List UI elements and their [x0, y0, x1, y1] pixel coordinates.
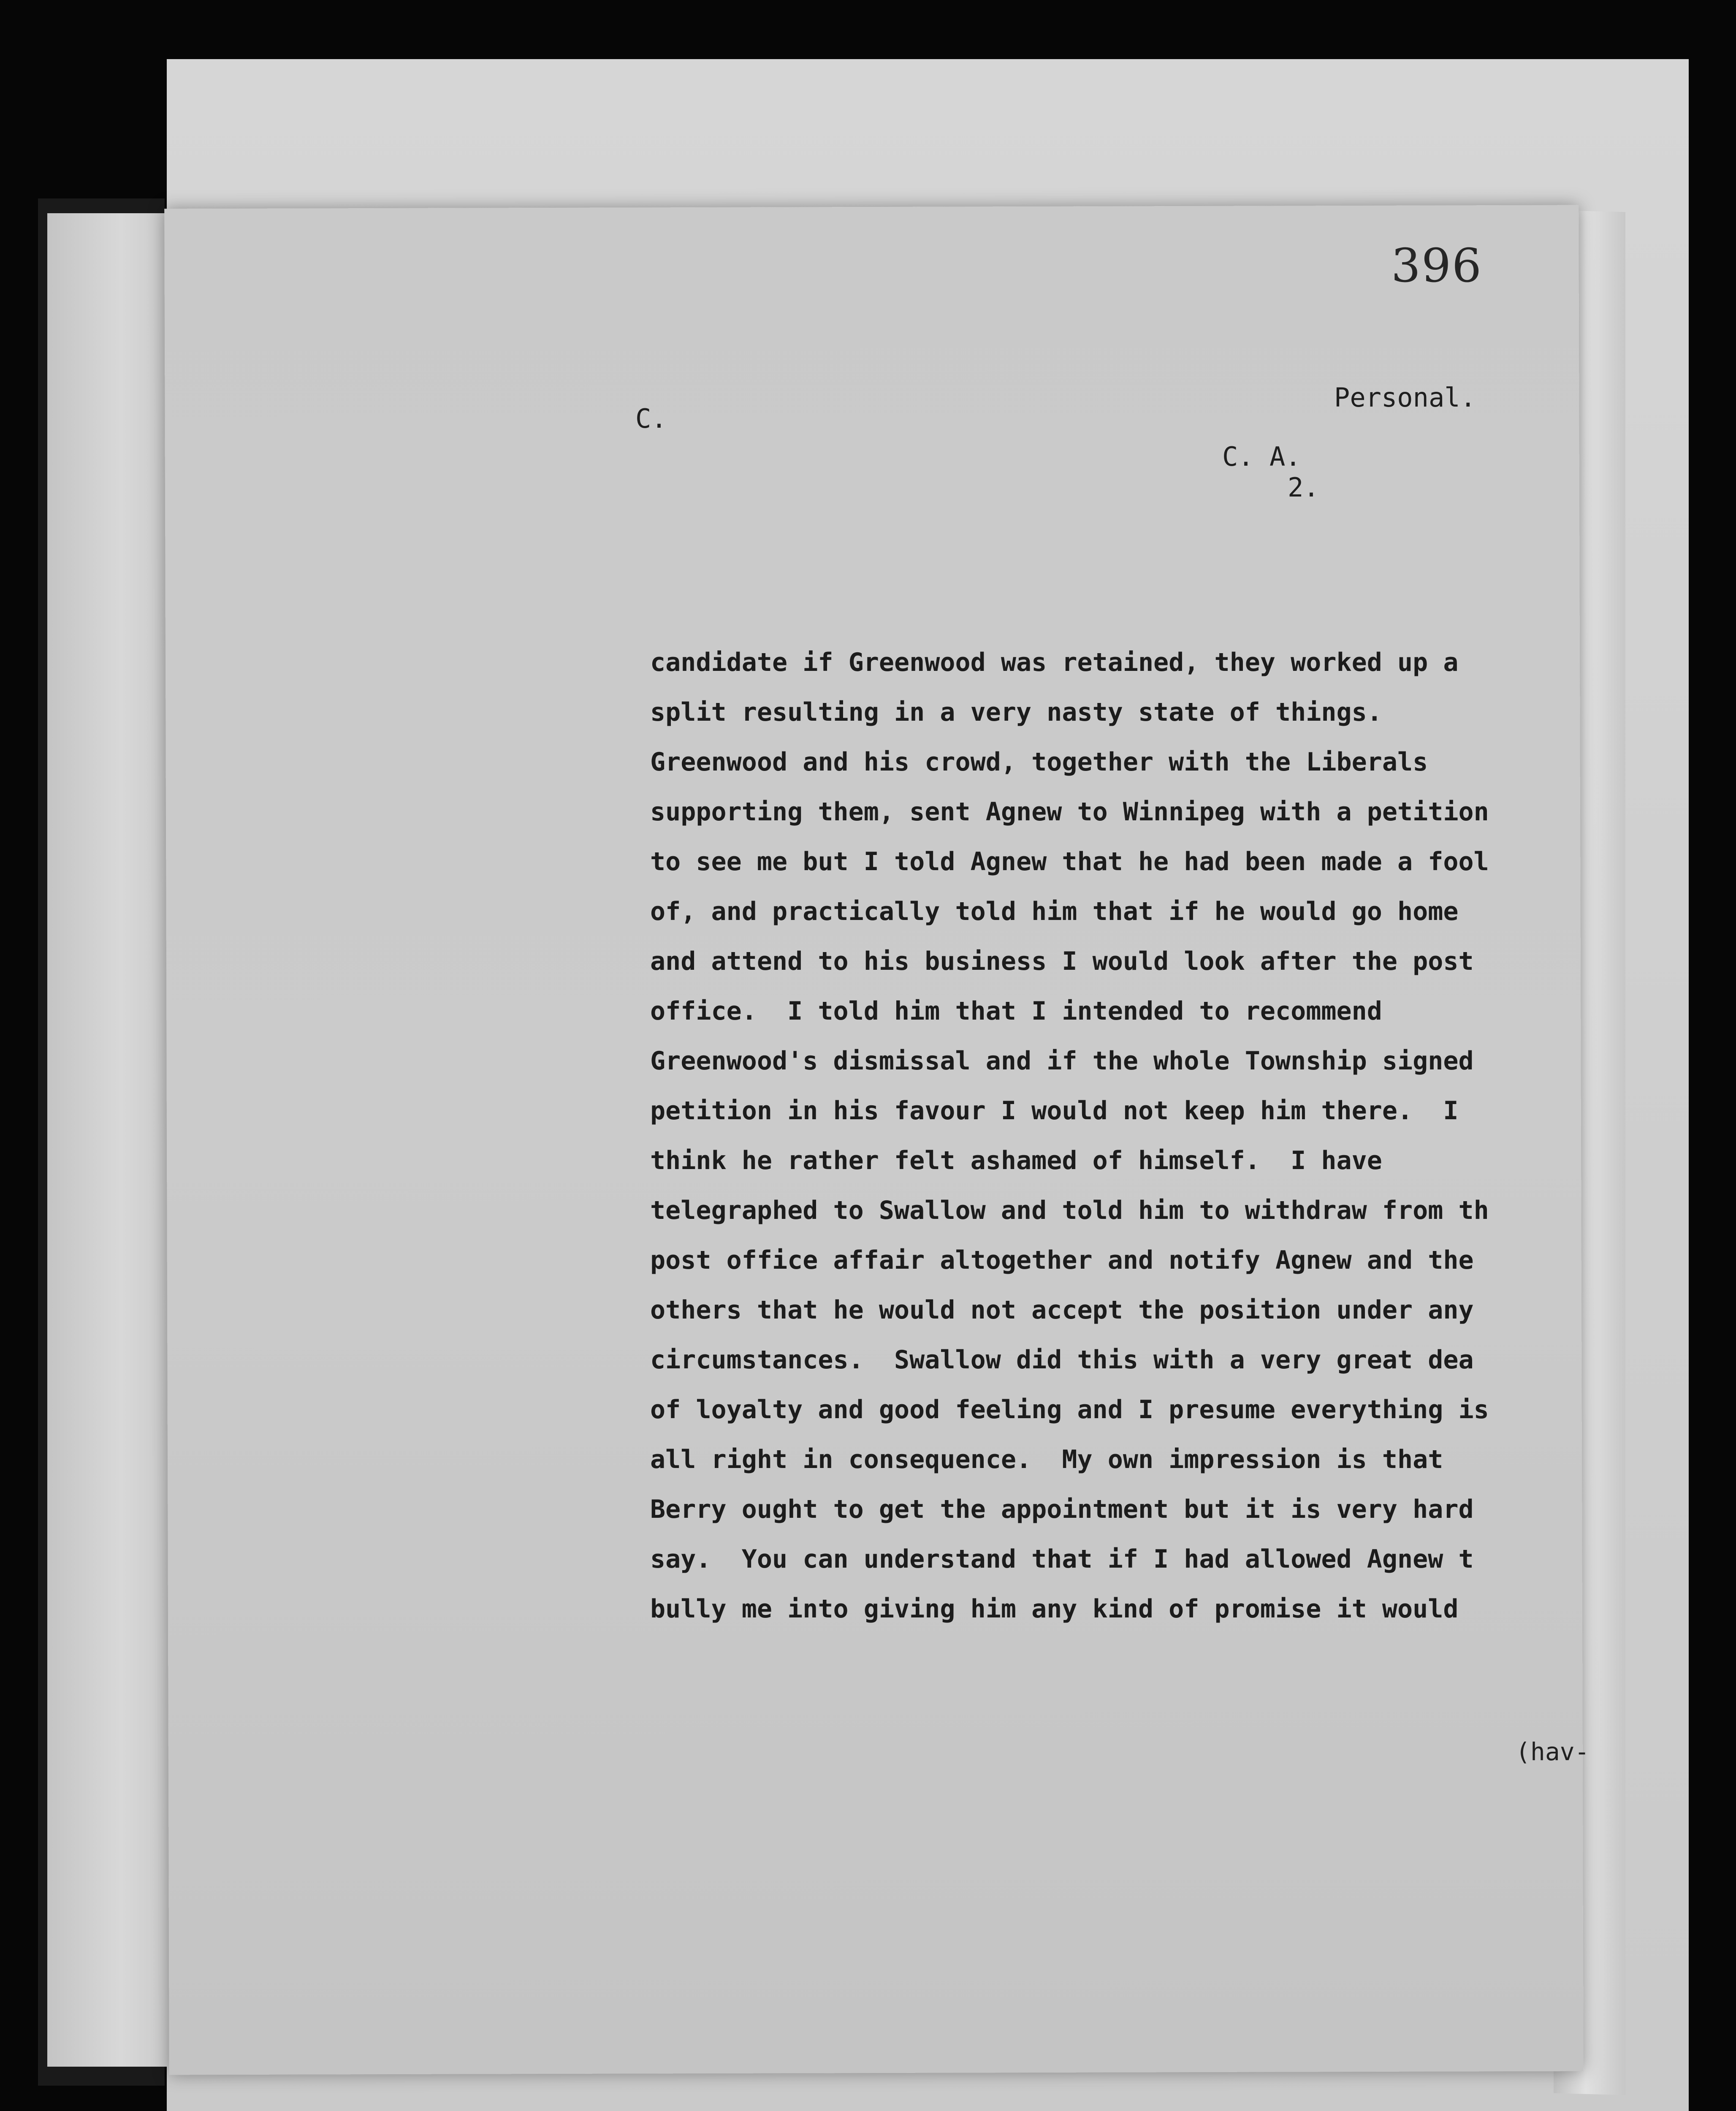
body-line: split resulting in a very nasty state of things. [650, 697, 1382, 727]
body-line: to see me but I told Agnew that he had been made a fool [650, 847, 1489, 876]
body-line: candidate if Greenwood was retained, they worked up a [650, 648, 1459, 677]
body-line: and attend to his business I would look after the post [650, 947, 1474, 976]
body-line: of loyalty and good feeling and I presume everything is [650, 1395, 1489, 1425]
label-c: C. [635, 403, 667, 434]
body-line: petition in his favour I would not keep him there. I [650, 1096, 1459, 1126]
page-number: 396 [1391, 239, 1482, 293]
body-line: Greenwood and his crowd, together with the Liberals [650, 747, 1428, 777]
continuation-word: (hav- [1516, 1737, 1590, 1766]
letter-body [650, 638, 1579, 1634]
body-line: of, and practically told him that if he would go home [650, 897, 1459, 926]
body-line: others that he would not accept the position under any [650, 1295, 1474, 1325]
body-line: say. You can understand that if I had allowed Agnew t [650, 1544, 1474, 1574]
body-line: supporting them, sent Agnew to Winnipeg with a petition [650, 797, 1489, 827]
body-line: all right in consequence. My own impression is that [650, 1445, 1443, 1474]
label-personal: Personal. [1334, 382, 1476, 413]
label-ca-sub: 2. [1288, 472, 1319, 503]
left-paper-strip [47, 213, 172, 2067]
label-ca: C. A. [1222, 441, 1301, 472]
body-line: post office affair altogether and notify Agnew and the [650, 1245, 1474, 1275]
body-line: circumstances. Swallow did this with a very great dea [650, 1345, 1474, 1375]
body-line: telegraphed to Swallow and told him to withdraw from th [650, 1196, 1489, 1225]
body-line: Berry ought to get the appointment but it is very hard [650, 1495, 1474, 1524]
body-line: bully me into giving him any kind of promise it would [650, 1594, 1459, 1624]
body-line: office. I told him that I intended to recommend [650, 996, 1382, 1026]
body-line: Greenwood's dismissal and if the whole Township signed [650, 1046, 1474, 1076]
body-line: think he rather felt ashamed of himself. I have [650, 1146, 1382, 1175]
